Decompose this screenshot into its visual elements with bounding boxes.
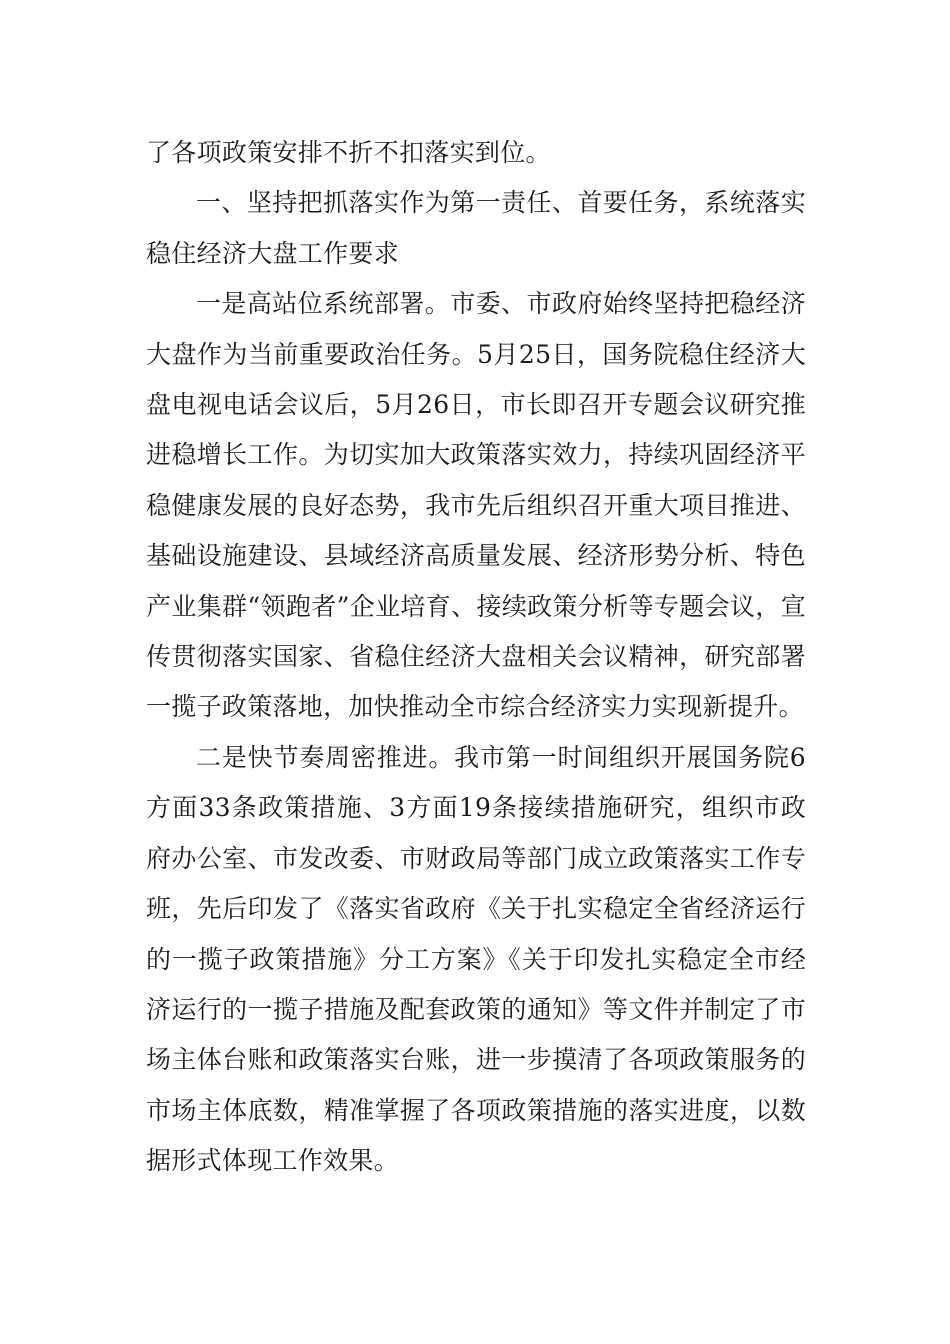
- document-body: [146, 128, 806, 1187]
- paragraph-continuation: 了各项政策安排不折不扣落实到位。: [146, 138, 551, 167]
- paragraph-fast-pace-advance: 二是快节奏周密推进。我市第一时间组织开展国务院6方面33条政策措施、3方面19条接续措施研究，组织市政府办公室、市发改委、市财政局等部门成立政策落实工作专班，先后印发了《落实省政府《关于扎实稳定全省经济运行的一揽子政策措施》分工方案》《关于印发扎实稳定全市经济运行的一揽子措施及配套政策的通知》等文件并制定了市场主体台账和政策落实台账，进一步摸清了各项政策服务的市场主体底数，精准掌握了各项政策措施的落实进度，以数据形式体现工作效果。: [146, 742, 806, 1176]
- section-heading: 一、坚持把抓落实作为第一责任、首要任务，系统落实稳住经济大盘工作要求: [146, 188, 806, 268]
- paragraph-high-level-deployment: 一是高站位系统部署。市委、市政府始终坚持把稳经济大盘作为当前重要政治任务。5月25日，国务院稳住经济大盘电视电话会议后，5月26日，市长即召开专题会议研究推进稳增长工作。为切实加大政策落实效力，持续巩固经济平稳健康发展的良好态势，我市先后组织召开重大项目推进、基础设施建设、县域经济高质量发展、经济形势分析、特色产业集群“领跑者”企业培育、接续政策分析等专题会议，宣传贯彻落实国家、省稳住经济大盘相关会议精神，研究部署一揽子政策落地，加快推动全市综合经济实力实现新提升。: [146, 289, 806, 722]
